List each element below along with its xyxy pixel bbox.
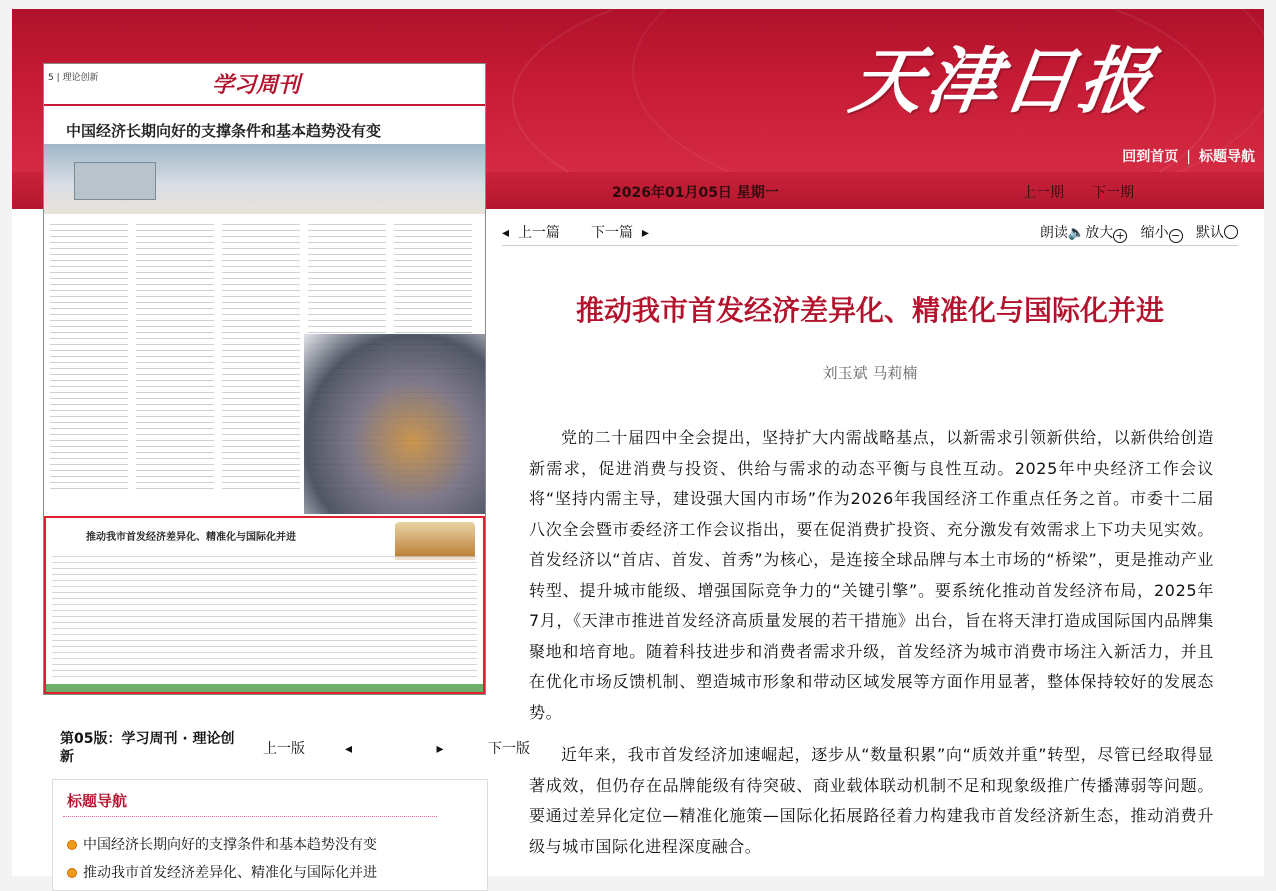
caret-right-icon: ▸	[641, 225, 649, 241]
thumbnail-city-photo	[304, 334, 485, 514]
headline-nav-item[interactable]	[67, 862, 377, 882]
zoom-in-label: 放大	[1085, 225, 1114, 241]
text-column	[50, 224, 128, 494]
read-aloud-button[interactable]	[1040, 225, 1085, 241]
divider	[63, 816, 437, 817]
edition-label: 第05版：学习周刊 · 理论创新	[60, 731, 235, 765]
issue-date: 2026年01月05日 星期一	[612, 185, 779, 201]
ship-shape	[74, 162, 156, 200]
page-thumbnail[interactable]	[43, 63, 486, 695]
circle-icon	[1224, 225, 1238, 239]
bullet-icon	[67, 840, 77, 850]
article-paragraph: 近年来，我市首发经济加速崛起，逐步从“数量积累”向“质效并重”转型，尽管已经取得显著成效，但仍存在品牌能级有待突破、商业载体联动机制不足和现象级推广传播薄弱等问题。要通过差异化定位—精准化施策—国际化拓展路径着力构建我市首发经济新生态，推动消费升级与城市国际化进程深度融合。	[529, 745, 1214, 856]
thumbnail-section: 5 | 理论创新	[48, 73, 99, 83]
next-issue-link[interactable]: 下一期	[1092, 185, 1134, 201]
link-separator: |	[1186, 149, 1191, 165]
headline-nav-link[interactable]: 标题导航	[1199, 149, 1255, 165]
headline-nav-item[interactable]	[67, 834, 377, 854]
next-page-label: 下一版	[487, 741, 530, 757]
prev-issue-link[interactable]: 上一期	[1022, 185, 1064, 201]
zoom-in-button[interactable]	[1085, 225, 1127, 241]
zoom-out-button[interactable]	[1141, 225, 1183, 241]
minus-circle-icon: −	[1169, 229, 1183, 243]
next-article-label: 下一篇	[591, 225, 633, 241]
read-aloud-label: 朗读	[1039, 225, 1068, 241]
article-byline: 刘玉斌 马莉楠	[822, 364, 918, 382]
thumbnail-article-title: 推动我市首发经济差异化、精准化与国际化并进	[86, 532, 296, 543]
thumbnail-article-columns	[52, 556, 477, 682]
thumbnail-port-photo	[44, 144, 485, 214]
zoom-out-label: 缩小	[1140, 225, 1169, 241]
caret-left-icon: ◂	[345, 741, 353, 757]
book-image	[395, 522, 475, 560]
thumbnail-header	[44, 64, 485, 106]
page-shell	[12, 9, 1264, 881]
article-paragraph: 党的二十届四中全会提出，坚持扩大内需战略基点，以新需求引领新供给，以新供给创造新需求，促进消费与投资、供给与需求的动态平衡与良性互动。2025年中央经济工作会议将“坚持内需主导，建设强大国内市场”作为2026年我国经济工作重点任务之首。市委十二届八次全会暨市委经济工作会议指出，要在促消费扩投资、充分激发有效需求上下功夫见实效。首发经济以“首店、首发、首秀”为核心，是连接全球品牌与本土市场的“桥梁”，更是推动产业转型、提升城市能级、增强国际竞争力的“关键引擎”。要系统化推动首发经济布局，2025年7月，《天津市推进首发经济高质量发展的若干措施》出台，旨在将天津打造成国际国内品牌集聚地和培育地。随着科技进步和消费者需求升级，首发经济为城市消费市场注入新活力，并且在优化市场反馈机制、塑造城市形象和带动区域发展等方面作用显著，整体保持较好的发展态势。	[529, 428, 1214, 722]
prev-article-label: 上一篇	[517, 225, 560, 241]
prev-page-link[interactable]	[263, 741, 392, 757]
prev-article-link[interactable]	[502, 222, 560, 242]
caret-left-icon: ◂	[502, 225, 510, 241]
next-article-link[interactable]	[591, 222, 649, 242]
plus-circle-icon: +	[1113, 229, 1127, 243]
home-link[interactable]: 回到首页	[1122, 149, 1179, 165]
newspaper-logo: 天津日报	[845, 38, 1162, 123]
prev-page-label: 上一版	[263, 741, 305, 757]
text-column	[222, 224, 300, 494]
issue-nav	[1022, 182, 1162, 202]
default-size-button[interactable]	[1196, 225, 1238, 241]
caret-right-icon: ▸	[436, 741, 444, 757]
thumbnail-lead-title[interactable]: 中国经济长期向好的支撑条件和基本趋势没有变	[66, 122, 382, 140]
bullet-icon	[67, 868, 77, 878]
article-toolbar	[502, 222, 1238, 244]
thumbnail-brand: 学习周刊	[212, 72, 301, 98]
headline-nav-item-label: 中国经济长期向好的支撑条件和基本趋势没有变	[83, 837, 377, 853]
speaker-icon: 🔈	[1067, 225, 1086, 241]
article-title: 推动我市首发经济差异化、精准化与国际化并进	[575, 294, 1164, 327]
top-links	[1122, 146, 1255, 166]
reading-tools	[1040, 222, 1238, 243]
default-size-label: 默认	[1196, 225, 1224, 241]
toolbar-divider	[502, 245, 1238, 246]
thumbnail-selected-article[interactable]	[44, 516, 485, 694]
headline-nav-box	[52, 779, 488, 891]
headline-nav-item-label: 推动我市首发经济差异化、精准化与国际化并进	[83, 865, 377, 881]
article-body	[529, 423, 1214, 874]
thumbnail-footer-strip	[46, 684, 483, 692]
text-column	[136, 224, 214, 494]
headline-nav-title: 标题导航	[67, 792, 128, 810]
